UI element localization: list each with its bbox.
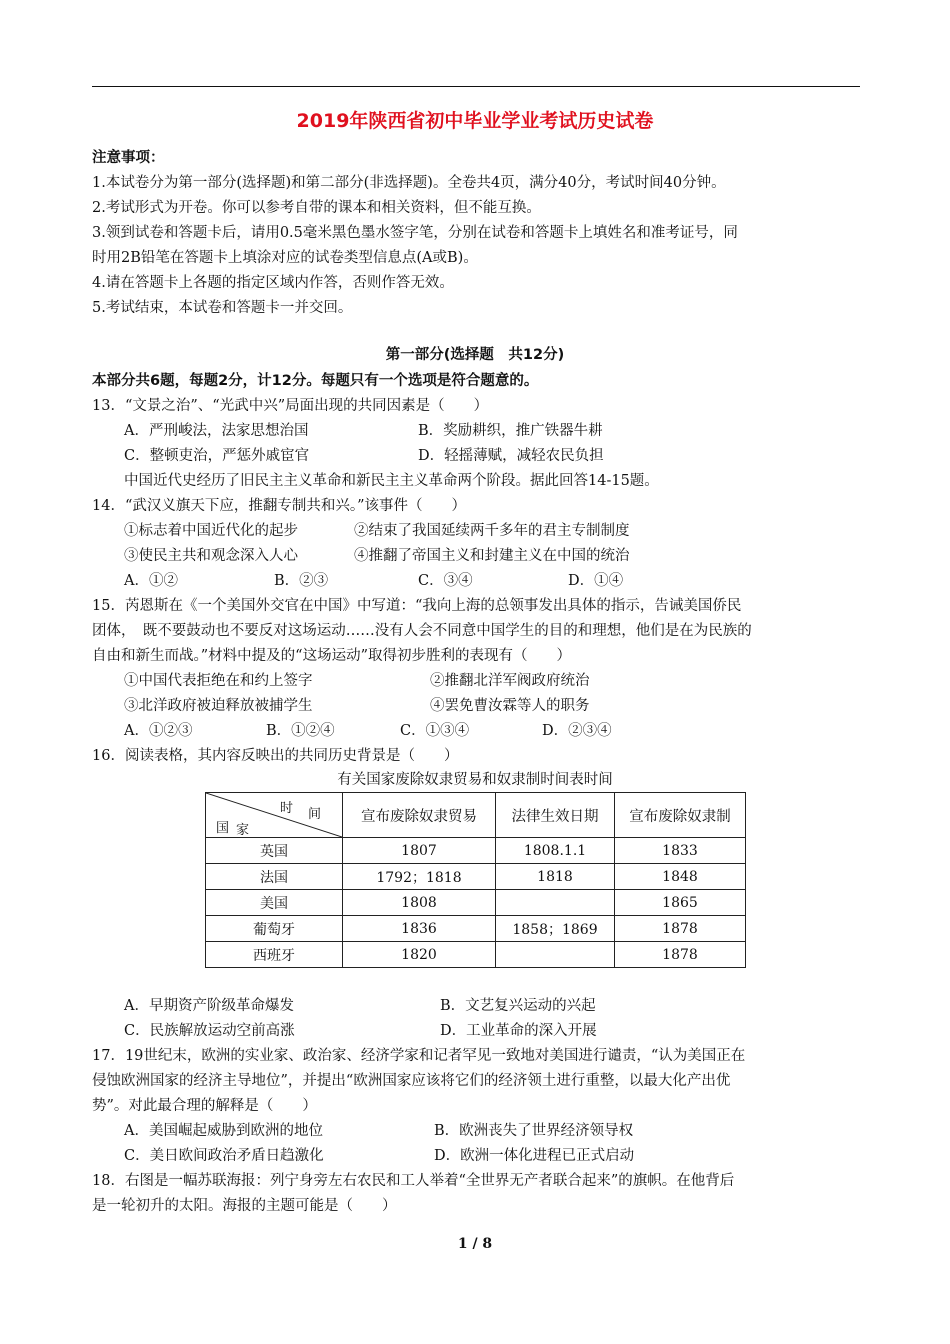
q16-option-d: D．工业革命的深入开展 — [440, 1023, 597, 1039]
notice-item: 2.考试形式为开卷。你可以参考自带的课本和相关资料，但不能互换。 — [92, 200, 541, 216]
q15-statement-4: ④罢免曹汝霖等人的职务 — [430, 698, 590, 714]
q17-line: 势”。对此最合理的解释是（ ） — [92, 1098, 317, 1114]
q14-option-d: D．①④ — [568, 573, 624, 589]
q14-option-a: A．①② — [124, 573, 178, 589]
part1-heading: 第一部分(选择题 共12分) — [385, 347, 565, 363]
q13-option-c: C．整顿吏治，严惩外戚宦官 — [124, 448, 310, 464]
column-header: 宣布废除奴隶制 — [615, 793, 746, 838]
table-cell: 1807 — [343, 838, 496, 864]
q17-option-c: C．美日欧间政治矛盾日趋激化 — [124, 1148, 324, 1164]
q16-stem: 16．阅读表格，其内容反映出的共同历史背景是（ ） — [92, 748, 459, 764]
q15-option-d: D．②③④ — [542, 723, 612, 739]
q14-statement-2: ②结束了我国延续两千多年的君主专制制度 — [354, 523, 630, 539]
table-header-row — [206, 793, 746, 838]
table-cell: 1865 — [615, 890, 746, 916]
q15-line: 自由和新生而战。”材料中提及的“这场运动”取得初步胜利的表现有（ ） — [92, 648, 571, 664]
table-cell: 英国 — [206, 838, 343, 864]
q15-option-a: A．①②③ — [124, 723, 193, 739]
table-cell: 1808 — [343, 890, 496, 916]
table-cell: 1878 — [615, 942, 746, 968]
table-cell: 西班牙 — [206, 942, 343, 968]
intro-14-15: 中国近代史经历了旧民主主义革命和新民主主义革命两个阶段。据此回答14-15题。 — [124, 473, 659, 489]
table-cell: 美国 — [206, 890, 343, 916]
part1-instruction: 本部分共6题，每题2分，计12分。每题只有一个选项是符合题意的。 — [92, 373, 539, 389]
q14-statement-4: ④推翻了帝国主义和封建主义在中国的统治 — [354, 548, 630, 564]
notice-item: 4.请在答题卡上各题的指定区域内作答，否则作答无效。 — [92, 275, 454, 291]
column-header: 法律生效日期 — [496, 793, 615, 838]
q15-line: 15．芮恩斯在《一个美国外交官在中国》中写道：“我向上海的总领事发出具体的指示，告诫美国侨民 — [92, 598, 742, 614]
q14-statement-3: ③使民主共和观念深入人心 — [124, 548, 298, 564]
q16-option-a: A．早期资产阶级革命爆发 — [124, 998, 294, 1014]
q14-option-b: B．②③ — [274, 573, 329, 589]
header-rule — [92, 86, 860, 87]
table-cell: 1820 — [343, 942, 496, 968]
table-cell: 法国 — [206, 864, 343, 890]
corner-label: 间 — [308, 807, 322, 822]
q13-stem: 13．“文景之治”、“光武中兴”局面出现的共同因素是（ ） — [92, 398, 489, 414]
notice-item: 时用2B铅笔在答题卡上填涂对应的试卷类型信息点(A或B)。 — [92, 250, 478, 266]
page-number: 1 / 8 — [457, 1236, 493, 1252]
table-cell: 1792；1818 — [343, 864, 496, 890]
q15-statement-3: ③北洋政府被迫释放被捕学生 — [124, 698, 313, 714]
table-row — [206, 838, 746, 864]
page-title: 2019年陕西省初中毕业学业考试历史试卷 — [296, 110, 654, 132]
notice-item: 5.考试结束，本试卷和答题卡一并交回。 — [92, 300, 353, 316]
q13-option-b: B．奖励耕织，推广铁器牛耕 — [418, 423, 603, 439]
q16-option-c: C．民族解放运动空前高涨 — [124, 1023, 295, 1039]
q16-option-b: B．文艺复兴运动的兴起 — [440, 998, 596, 1014]
table-cell — [496, 890, 615, 916]
table-cell: 葡萄牙 — [206, 916, 343, 942]
q17-option-b: B．欧洲丧失了世界经济领导权 — [434, 1123, 634, 1139]
corner-label: 时 — [280, 801, 294, 816]
q18-line: 18．右图是一幅苏联海报：列宁身旁左右农民和工人举着“全世界无产者联合起来”的旗帜。在他背后 — [92, 1173, 735, 1189]
corner-label: 国 — [216, 821, 230, 836]
table-cell: 1818 — [496, 864, 615, 890]
table-row — [206, 916, 746, 942]
q17-line: 侵蚀欧洲国家的经济主导地位”，并提出“欧洲国家应该将它们的经济领土进行重整，以最大化产出优 — [92, 1073, 731, 1089]
table-title: 有关国家废除奴隶贸易和奴隶制时间表时间 — [337, 772, 613, 788]
notice-item: 3.领到试卷和答题卡后，请用0.5毫米黑色墨水签字笔，分别在试卷和答题卡上填姓名和准考证号，同 — [92, 225, 738, 241]
table-row — [206, 890, 746, 916]
table-cell: 1808.1.1 — [496, 838, 615, 864]
q15-statement-1: ①中国代表拒绝在和约上签字 — [124, 673, 313, 689]
table-cell: 1836 — [343, 916, 496, 942]
q15-line: 团体， 既不要鼓动也不要反对这场运动……没有人会不同意中国学生的目的和理想，他们是在为民族的 — [92, 623, 752, 639]
q15-option-c: C．①③④ — [400, 723, 470, 739]
table-cell: 1878 — [615, 916, 746, 942]
table-row — [206, 864, 746, 890]
notice-item: 1.本试卷分为第一部分(选择题)和第二部分(非选择题)。全卷共4页，满分40分，考试时间40分钟。 — [92, 175, 726, 191]
table-cell: 1858；1869 — [496, 916, 615, 942]
q18-line: 是一轮初升的太阳。海报的主题可能是（ ） — [92, 1198, 397, 1214]
table-cell: 1833 — [615, 838, 746, 864]
table-cell — [496, 942, 615, 968]
q14-statement-1: ①标志着中国近代化的起步 — [124, 523, 298, 539]
q17-option-d: D．欧洲一体化进程已正式启动 — [434, 1148, 635, 1164]
q14-option-c: C．③④ — [418, 573, 473, 589]
q13-option-d: D．轻摇薄赋，减轻农民负担 — [418, 448, 604, 464]
table-row — [206, 942, 746, 968]
table-corner-cell — [206, 793, 343, 838]
q17-option-a: A．美国崛起威胁到欧洲的地位 — [124, 1123, 323, 1139]
q15-statement-2: ②推翻北洋军阀政府统治 — [430, 673, 590, 689]
slavery-abolition-table — [205, 792, 746, 968]
q14-stem: 14．“武汉义旗天下应，推翻专制共和兴。”该事件（ ） — [92, 498, 467, 514]
notice-heading: 注意事项： — [92, 150, 165, 166]
column-header: 宣布废除奴隶贸易 — [343, 793, 496, 838]
q13-option-a: A．严刑峻法，法家思想治国 — [124, 423, 309, 439]
corner-label: 家 — [236, 823, 250, 837]
q17-line: 17．19世纪末，欧洲的实业家、政治家、经济学家和记者罕见一致地对美国进行谴责，“认为美国正在 — [92, 1048, 746, 1064]
table-cell: 1848 — [615, 864, 746, 890]
q15-option-b: B．①②④ — [266, 723, 335, 739]
